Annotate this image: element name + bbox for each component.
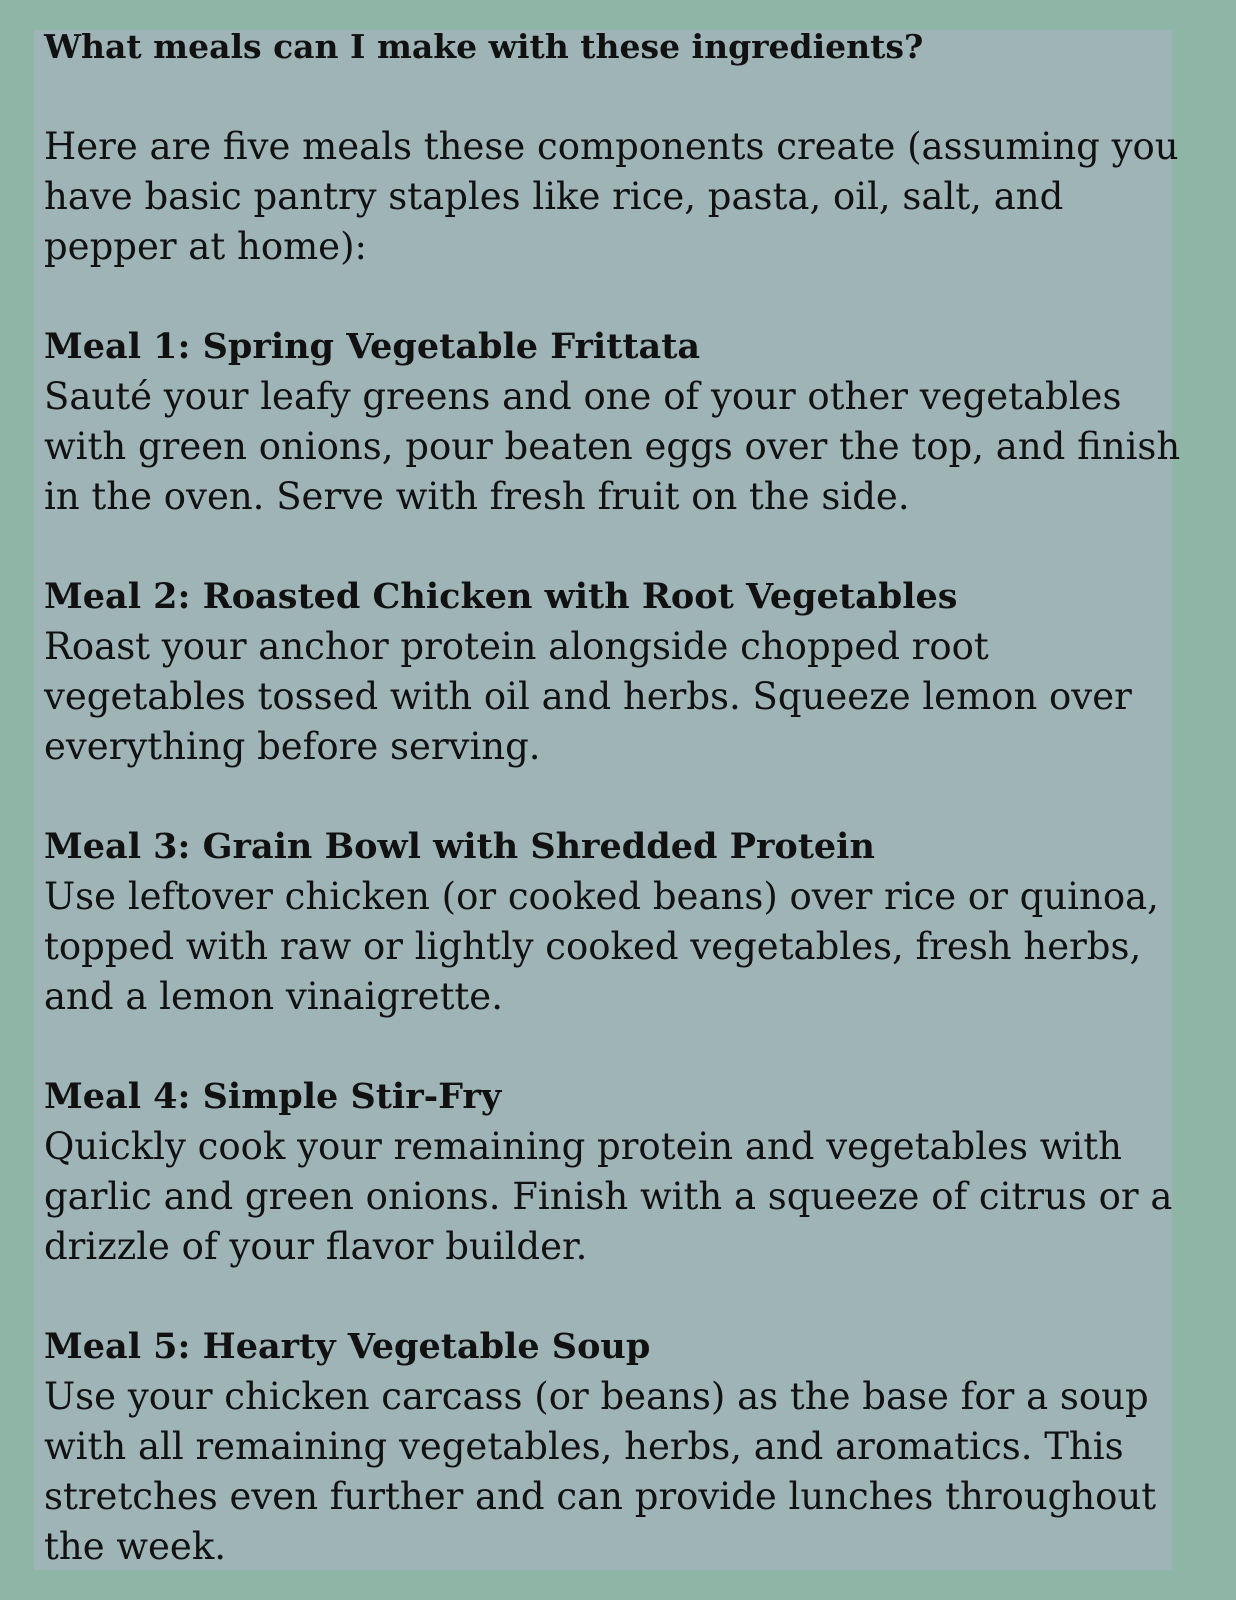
meal-4-line: Quickly cook your remaining protein and vegetables with <box>44 1125 1122 1168</box>
meal-2-line: Roast your anchor protein alongside chopped root <box>44 625 989 668</box>
intro-paragraph <box>44 122 1224 272</box>
meal-1-line: with green onions, pour beaten eggs over the top, and finish <box>44 425 1181 468</box>
meal-4-line: drizzle of your flavor builder. <box>44 1225 588 1268</box>
meal-4-description <box>44 1122 1224 1272</box>
meal-1-section <box>44 322 1224 522</box>
meal-3-title: Meal 3: Grain Bowl with Shredded Protein <box>44 826 875 867</box>
meal-4-title: Meal 4: Simple Stir-Fry <box>44 1076 502 1117</box>
meal-3-line: topped with raw or lightly cooked vegetables, fresh herbs, <box>44 925 1142 968</box>
meal-4-line: garlic and green onions. Finish with a squeeze of citrus or a <box>44 1175 1173 1218</box>
document-content <box>44 22 1224 1572</box>
page-title: What meals can I make with these ingredients? <box>44 27 924 66</box>
meal-5-line: the week. <box>44 1525 227 1568</box>
meal-5-title: Meal 5: Hearty Vegetable Soup <box>44 1326 651 1367</box>
meal-3-description <box>44 872 1224 1022</box>
meal-5-description <box>44 1372 1224 1572</box>
meal-3-line: Use leftover chicken (or cooked beans) over rice or quinoa, <box>44 875 1159 918</box>
meal-2-title: Meal 2: Roasted Chicken with Root Vegetables <box>44 576 958 617</box>
meal-2-section <box>44 572 1224 772</box>
meal-1-line: Sauté your leafy greens and one of your other vegetables <box>44 375 1122 418</box>
meal-4-section <box>44 1072 1224 1272</box>
intro-line: Here are five meals these components create (assuming you <box>44 125 1179 168</box>
meal-3-section <box>44 822 1224 1022</box>
meal-5-line: Use your chicken carcass (or beans) as the base for a soup <box>44 1375 1149 1418</box>
meal-3-line: and a lemon vinaigrette. <box>44 975 503 1018</box>
meal-5-section <box>44 1322 1224 1572</box>
meal-5-line: with all remaining vegetables, herbs, and aromatics. This <box>44 1425 1124 1468</box>
meal-2-line: vegetables tossed with oil and herbs. Squeeze lemon over <box>44 675 1132 718</box>
intro-line: pepper at home): <box>44 225 367 268</box>
meal-1-title: Meal 1: Spring Vegetable Frittata <box>44 326 701 367</box>
intro-line: have basic pantry staples like rice, pasta, oil, salt, and <box>44 175 1064 218</box>
meal-1-description <box>44 372 1224 522</box>
meal-2-line: everything before serving. <box>44 725 541 768</box>
meal-5-line: stretches even further and can provide lunches throughout <box>44 1475 1157 1518</box>
meal-2-description <box>44 622 1224 772</box>
meal-1-line: in the oven. Serve with fresh fruit on the side. <box>44 475 910 518</box>
